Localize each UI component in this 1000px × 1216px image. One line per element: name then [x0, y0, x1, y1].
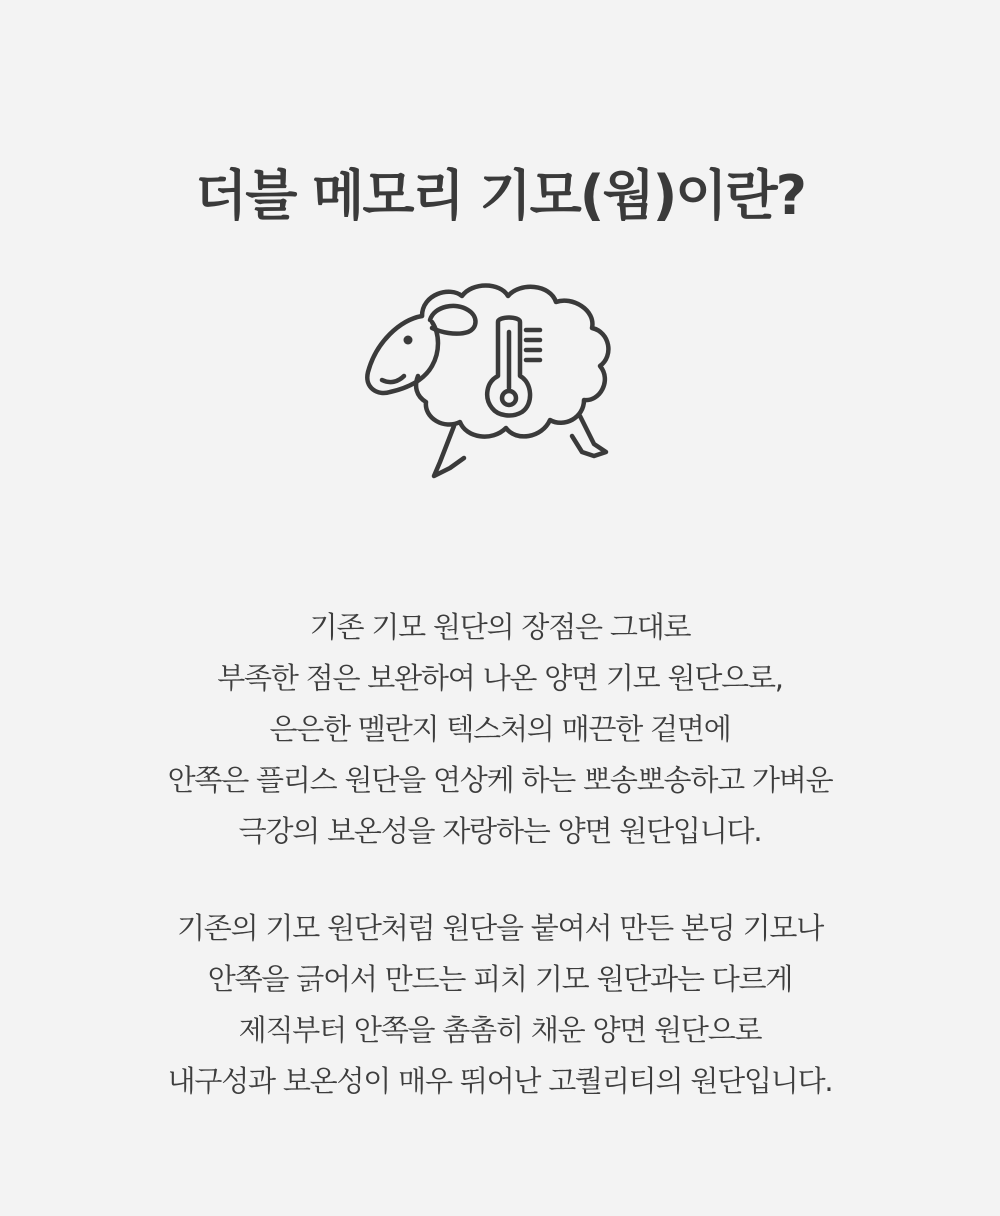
description-paragraph-2	[100, 903, 900, 1107]
text-line: 안쪽을 긁어서 만드는 피치 기모 원단과는 다르게	[207, 962, 793, 996]
text-line: 은은한 멜란지 텍스처의 매끈한 겉면에	[269, 712, 731, 746]
text-line: 제직부터 안쪽을 촘촘히 채운 양면 원단으로	[238, 1013, 762, 1047]
sheep-thermometer-icon	[360, 276, 640, 486]
text-line: 기존의 기모 원단처럼 원단을 붙여서 만든 본딩 기모나	[176, 911, 824, 945]
description-paragraph-1	[100, 602, 900, 857]
text-line: 안쪽은 플리스 원단을 연상케 하는 뽀송뽀송하고 가벼운	[167, 763, 833, 797]
text-line: 내구성과 보온성이 매우 뛰어난 고퀄리티의 원단입니다.	[167, 1064, 833, 1098]
page-title: 더블 메모리 기모(웜)이란?	[195, 164, 805, 227]
text-line: 기존 기모 원단의 장점은 그대로	[309, 610, 691, 644]
text-line: 부족한 점은 보완하여 나온 양면 기모 원단으로,	[217, 661, 783, 695]
text-line: 극강의 보온성을 자랑하는 양면 원단입니다.	[238, 814, 762, 848]
